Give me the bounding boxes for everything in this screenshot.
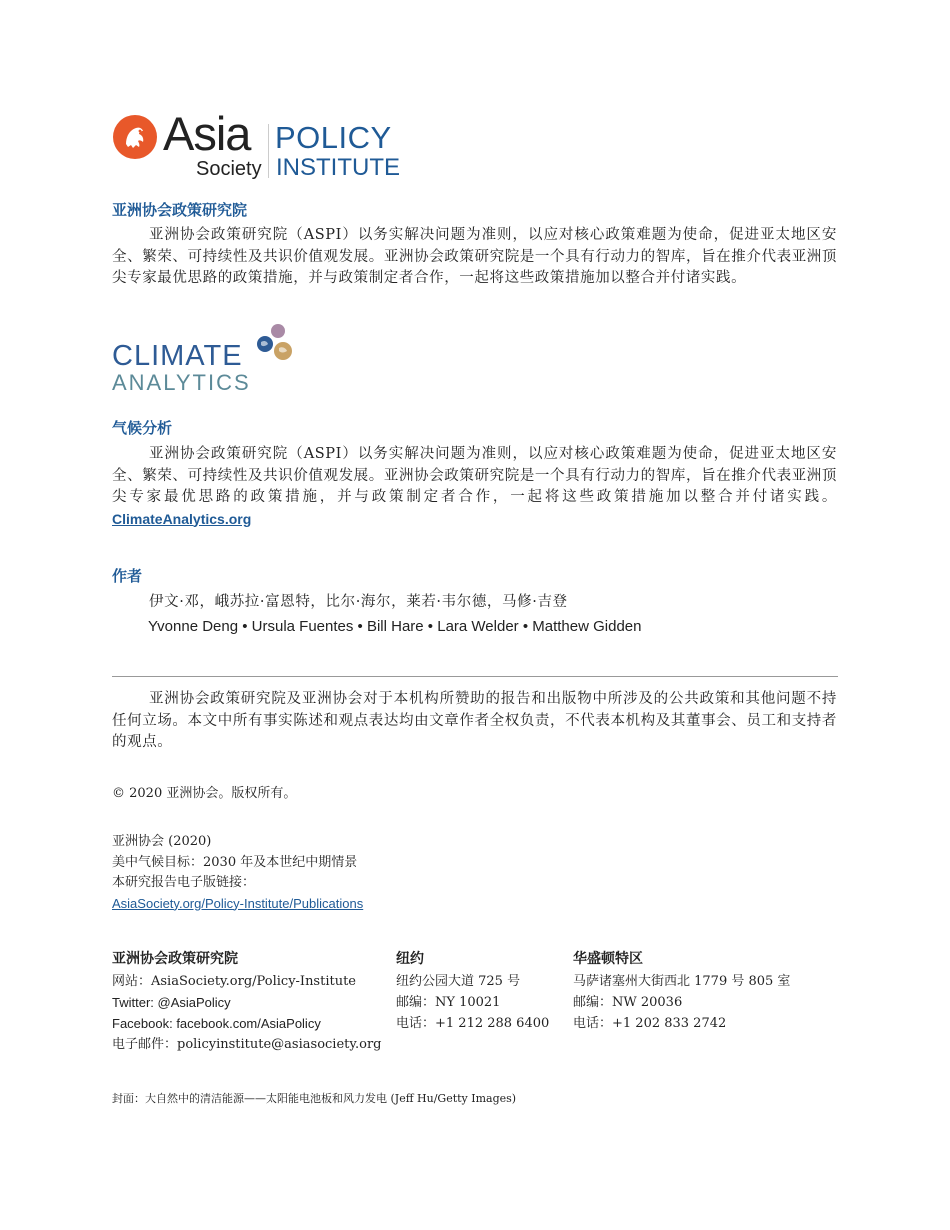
contact-ny-zip: 邮编：NY 10021 bbox=[396, 995, 501, 1010]
asia-society-emblem-icon bbox=[112, 114, 158, 160]
globes-icon bbox=[252, 322, 297, 364]
contact-dc-address: 马萨诸塞州大街西北 1779 号 805 室 bbox=[573, 974, 791, 989]
logo-divider bbox=[268, 124, 269, 178]
citation-block bbox=[112, 832, 363, 915]
contact-aspi-website: 网站：AsiaSociety.org/Policy-Institute bbox=[112, 974, 357, 989]
citation-line-1: 亚洲协会 (2020) bbox=[112, 834, 212, 849]
publications-link[interactable]: AsiaSociety.org/Policy-Institute/Publications bbox=[112, 895, 364, 911]
contact-ny-phone: 电话：+1 212 288 6400 bbox=[396, 1016, 550, 1031]
authors-chinese-names: 伊文·邓，峨苏拉·富恩特，比尔·海尔，莱若·韦尔德，马修·吉登 bbox=[149, 594, 568, 610]
logo-institute-text: INSTITUTE bbox=[276, 154, 400, 181]
logo-asia-text: Asia bbox=[163, 107, 251, 160]
contact-aspi-email: 电子邮件：policyinstitute@asiasociety.org bbox=[112, 1037, 382, 1052]
disclaimer-text: 亚洲协会政策研究院及亚洲协会对于本机构所赞助的报告和出版物中所涉及的公共政策和其他问题不持任何立场。本文中所有事实陈述和观点表达均由文章作者全权负责，不代表本机构及其董事会、员工和支持者的观点。 bbox=[112, 691, 837, 750]
logo-society-text: Society bbox=[196, 158, 262, 180]
contact-ny-address: 纽约公园大道 725 号 bbox=[396, 974, 521, 989]
climate-analytics-link[interactable]: ClimateAnalytics.org bbox=[112, 510, 252, 527]
climate-description bbox=[112, 444, 837, 531]
logo-policy-text: POLICY bbox=[275, 120, 392, 155]
contact-washington bbox=[573, 949, 790, 1034]
contact-new-york bbox=[396, 949, 549, 1034]
copyright-notice: © 2020 亚洲协会。版权所有。 bbox=[112, 786, 297, 801]
authors-english-names: Yvonne Deng • Ursula Fuentes • Bill Hare • Lara Welder • Matthew Gidden bbox=[148, 618, 642, 635]
climate-heading: 气候分析 bbox=[112, 419, 173, 437]
contact-dc-phone: 电话：+1 202 833 2742 bbox=[573, 1016, 727, 1031]
climate-description-text: 亚洲协会政策研究院（ASPI）以务实解决问题为准则，以应对核心政策难题为使命，促进亚太地区安全、繁荣、可持续性及共识价值观发展。亚洲协会政策研究院是一个具有行动力的智库，旨在推介代表亚洲顶尖专家最优思路的政策措施，并与政策制定者合作，一起将这些政策措施加以整合并付诸实践。 bbox=[112, 446, 837, 505]
logo-analytics-text: ANALYTICS bbox=[112, 370, 251, 395]
aspi-description: 亚洲协会政策研究院（ASPI）以务实解决问题为准则，以应对核心政策难题为使命，促进亚太地区安全、繁荣、可持续性及共识价值观发展。亚洲协会政策研究院是一个具有行动力的智库，旨在推介代表亚洲顶尖专家最优思路的政策措施，并与政策制定者合作，一起将这些政策措施加以整合并付诸实践。 bbox=[112, 227, 837, 286]
aspi-heading: 亚洲协会政策研究院 bbox=[112, 201, 248, 219]
contact-aspi-twitter: Twitter: @AsiaPolicy bbox=[112, 995, 231, 1010]
contact-aspi-facebook: Facebook: facebook.com/AsiaPolicy bbox=[112, 1016, 321, 1031]
contact-aspi-title: 亚洲协会政策研究院 bbox=[112, 951, 238, 967]
authors-heading: 作者 bbox=[112, 567, 143, 585]
cover-credit: 封面：大自然中的清洁能源——太阳能电池板和风力发电 (Jeff Hu/Getty Images) bbox=[112, 1092, 517, 1105]
section-divider bbox=[112, 676, 838, 677]
contact-aspi bbox=[112, 949, 381, 1055]
contact-dc-title: 华盛顿特区 bbox=[573, 951, 643, 967]
asia-society-logo bbox=[112, 107, 402, 184]
contact-ny-title: 纽约 bbox=[396, 951, 424, 967]
citation-line-3: 本研究报告电子版链接： bbox=[112, 875, 256, 890]
citation-line-2: 美中气候目标：2030 年及本世纪中期情景 bbox=[112, 854, 358, 870]
climate-analytics-logo bbox=[112, 322, 312, 397]
logo-climate-text: CLIMATE bbox=[112, 340, 243, 372]
contact-dc-zip: 邮编：NW 20036 bbox=[573, 995, 683, 1010]
